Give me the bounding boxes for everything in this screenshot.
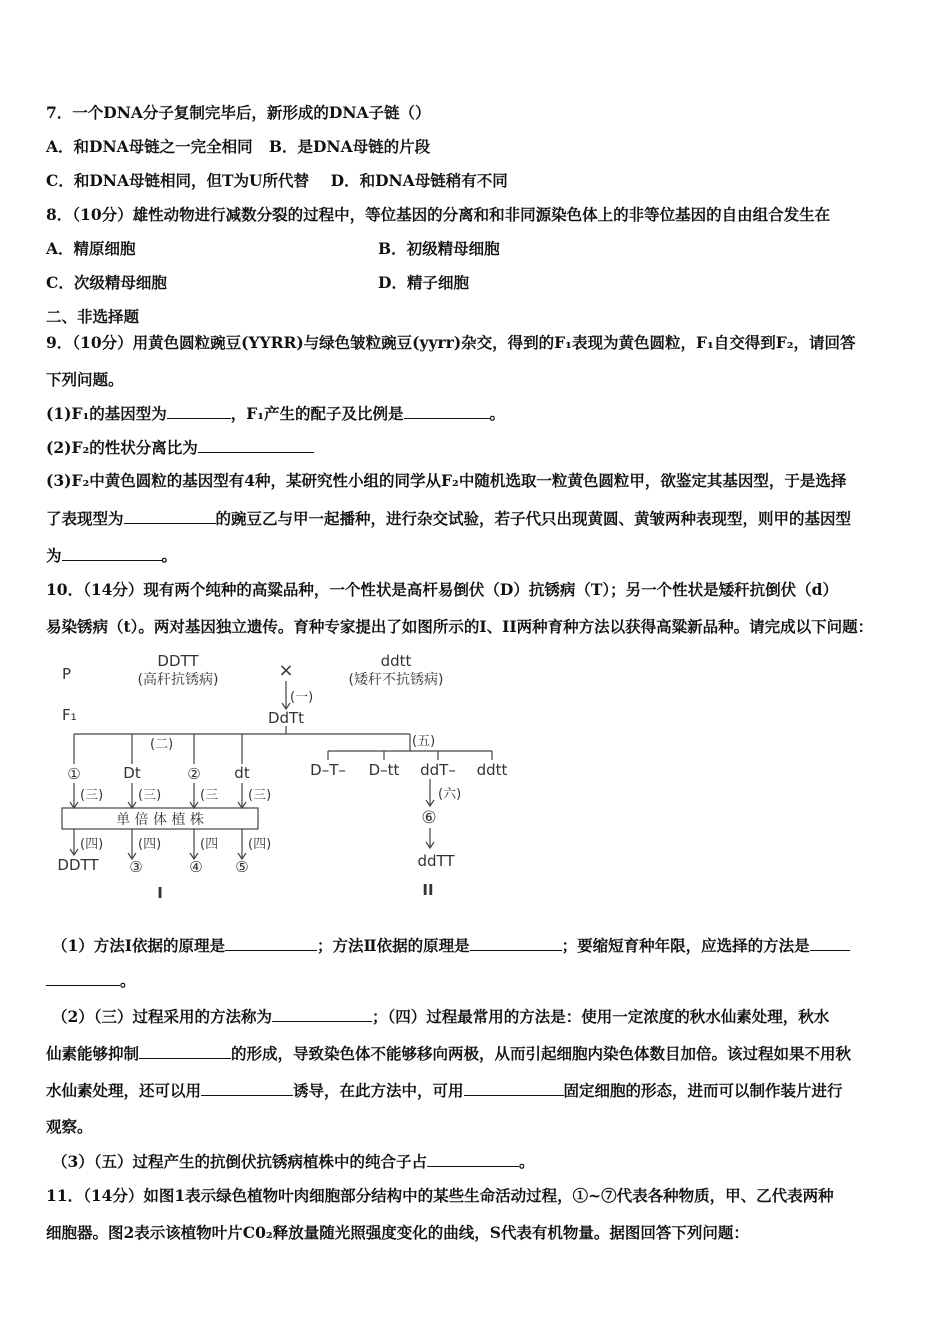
q8-option-d: D．精子细胞 bbox=[378, 273, 469, 292]
q7-option-b: B．是DNA母链的片段 bbox=[268, 137, 431, 156]
answer-blank[interactable] bbox=[124, 508, 216, 524]
gamete-4: dt bbox=[234, 764, 250, 782]
parent1-genotype: DDTT bbox=[157, 652, 199, 670]
gamete-1: ① bbox=[67, 765, 81, 783]
step-one-label: (一) bbox=[290, 690, 314, 705]
f1-genotype: DdTt bbox=[267, 709, 305, 727]
result-5: ⑤ bbox=[235, 858, 249, 876]
answer-blank[interactable] bbox=[464, 1080, 564, 1096]
q9-part3-line3 bbox=[46, 545, 177, 566]
q9-part3-text-d: 。 bbox=[161, 546, 178, 565]
step-three-label: (三) bbox=[248, 788, 272, 803]
parent1-note: (高秆抗锈病) bbox=[137, 672, 219, 688]
q8-stem: 8．（10分）雄性动物进行减数分裂的过程中，等位基因的分离和和非同源染色体上的非等位基因的自由组合发生在 bbox=[46, 205, 831, 224]
step-four-label: (四 bbox=[200, 837, 219, 852]
offspring-4: ddtt bbox=[476, 761, 508, 779]
q10-part1-text-c: ；要缩短育种年限，应选择的方法是 bbox=[561, 936, 810, 955]
section-heading: 二、非选择题 bbox=[46, 307, 140, 326]
q10-part1-line1 bbox=[52, 935, 850, 956]
answer-blank[interactable] bbox=[46, 970, 120, 986]
step-four-label: (四) bbox=[80, 837, 104, 852]
step-three-label: (三) bbox=[138, 788, 162, 803]
q9-part2-text: (2)F₂的性状分离比为 bbox=[46, 438, 198, 457]
q9-part3-line1: (3)F₂中黄色圆粒的基因型有4种，某研究性小组的同学从F₂中随机选取一粒黄色圆粒甲，欲鉴定其基因型，于是选择 bbox=[46, 471, 847, 490]
q7-options-cd bbox=[46, 171, 508, 191]
q9-part3-text-c: 为 bbox=[46, 546, 62, 565]
q7-stem: 7．一个DNA分子复制完毕后，新形成的DNA子链（） bbox=[46, 103, 431, 122]
q10-part2-line4: 观察。 bbox=[46, 1117, 93, 1136]
q10-part3-text-a: （3）（五）过程产生的抗倒伏抗锈病植株中的纯合子占 bbox=[52, 1152, 428, 1171]
offspring-2: D–tt bbox=[368, 761, 400, 779]
q10-part2-text-g: 固定细胞的形态，进而可以制作装片进行 bbox=[563, 1081, 843, 1100]
answer-blank[interactable] bbox=[167, 403, 231, 419]
q11-stem-1: 11．（14分）如图1表示绿色植物叶肉细胞部分结构中的某些生命活动过程，①~⑦代表各种物质，甲、乙代表两种 bbox=[46, 1186, 834, 1205]
q10-part2-text-b: ；（四）过程最常用的方法是：使用一定浓度的秋水仙素处理，秋水 bbox=[372, 1007, 830, 1026]
q8-option-c: C．次级精母细胞 bbox=[46, 273, 167, 292]
offspring-1: D–T– bbox=[310, 761, 346, 779]
gamete-3: ② bbox=[187, 765, 201, 783]
result-3: ③ bbox=[129, 858, 143, 876]
q9-stem-1: 9．（10分）用黄色圆粒豌豆(YYRR)与绿色皱粒豌豆(yyrr)杂交，得到的F₁表现为黄色圆粒，F₁自交得到F₂，请回答 bbox=[46, 333, 856, 352]
q8-option-b: B．初级精母细胞 bbox=[378, 239, 500, 258]
q10-stem-2: 易染锈病（t）。两对基因独立遗传。育种专家提出了如图所示的I、II两种育种方法以获得高粱新品种。请完成以下问题： bbox=[46, 617, 874, 636]
result-ddtt: DDTT bbox=[57, 856, 99, 874]
q10-part2-text-f: 诱导，在此方法中，可用 bbox=[293, 1081, 464, 1100]
step-two-label: (二) bbox=[150, 737, 174, 752]
q10-part1-line2 bbox=[46, 970, 136, 991]
answer-blank[interactable] bbox=[404, 403, 490, 419]
gamete-2: Dt bbox=[123, 764, 141, 782]
q8-options-ab bbox=[46, 239, 500, 259]
q10-part1-text-d: 。 bbox=[120, 971, 136, 990]
step-three-label: (三 bbox=[200, 788, 219, 803]
result-4: ④ bbox=[189, 858, 203, 876]
q9-part1 bbox=[46, 403, 505, 424]
method-two-label: II bbox=[422, 881, 434, 899]
cross-symbol: × bbox=[278, 660, 294, 681]
answer-blank[interactable] bbox=[470, 935, 562, 951]
q10-part1-text-a: （1）方法Ⅰ依据的原理是 bbox=[52, 936, 226, 955]
answer-blank[interactable] bbox=[201, 1080, 293, 1096]
q10-part2-text-d: 的形成，导致染色体不能够移向两极，从而引起细胞内染色体数目加倍。该过程如果不用秋 bbox=[231, 1044, 852, 1063]
step-six-label: (六) bbox=[438, 787, 462, 802]
q10-part2-line1 bbox=[52, 1006, 829, 1027]
q7-option-c: C．和DNA母链相同，但T为U所代替 bbox=[46, 171, 310, 190]
q9-part3-text-a: 了表现型为 bbox=[46, 509, 124, 528]
parent2-note: (矮秆不抗锈病) bbox=[348, 672, 444, 688]
parent2-genotype: ddtt bbox=[380, 652, 412, 670]
offspring-3: ddT– bbox=[420, 761, 456, 779]
answer-blank[interactable] bbox=[225, 935, 317, 951]
q8-options-cd bbox=[46, 273, 469, 293]
result-6: ⑥ bbox=[421, 808, 437, 828]
step-four-label: (四) bbox=[138, 837, 162, 852]
step-five-label: (五) bbox=[412, 734, 436, 749]
haploid-plant-label: 单 倍 体 植 株 bbox=[116, 812, 204, 828]
q10-part3-text-b: 。 bbox=[519, 1152, 535, 1171]
answer-blank[interactable] bbox=[810, 935, 850, 951]
step-four-label: (四) bbox=[248, 837, 272, 852]
q9-part1-text-a: (1)F₁的基因型为 bbox=[46, 404, 167, 423]
q11-stem-2: 细胞器。图2表示该植物叶片C0₂释放量随光照强度变化的曲线，S代表有机物量。据图回答下列问题： bbox=[46, 1223, 749, 1242]
answer-blank[interactable] bbox=[427, 1151, 519, 1167]
q10-part2-line2 bbox=[46, 1043, 851, 1064]
q9-part1-text-c: 。 bbox=[489, 404, 506, 423]
q10-part2-text-c: 仙素能够抑制 bbox=[46, 1044, 140, 1063]
q10-part3 bbox=[52, 1151, 535, 1172]
q9-stem-2: 下列问题。 bbox=[46, 370, 124, 389]
q7-option-d: D．和DNA母链稍有不同 bbox=[330, 171, 508, 190]
f1-label: F₁ bbox=[62, 706, 77, 724]
q9-part3-text-b: 的豌豆乙与甲一起播种，进行杂交试验，若子代只出现黄圆、黄皱两种表现型，则甲的基因型 bbox=[215, 509, 852, 528]
q8-option-a: A．精原细胞 bbox=[46, 239, 136, 258]
p-label: P bbox=[62, 665, 72, 683]
q9-part2 bbox=[46, 437, 314, 458]
q9-part1-text-b: ，F₁产生的配子及比例是 bbox=[230, 404, 404, 423]
answer-blank[interactable] bbox=[139, 1043, 231, 1059]
q9-part3-line2 bbox=[46, 508, 851, 529]
q10-part2-text-a: （2）（三）过程采用的方法称为 bbox=[52, 1007, 273, 1026]
q10-part1-text-b: ；方法Ⅱ依据的原理是 bbox=[317, 936, 470, 955]
answer-blank[interactable] bbox=[198, 437, 314, 453]
method-one-label: I bbox=[157, 884, 163, 902]
q7-options-ab bbox=[46, 137, 430, 157]
q10-part2-text-e: 水仙素处理，还可以用 bbox=[46, 1081, 202, 1100]
q7-option-a: A．和DNA母链之一完全相同 bbox=[46, 137, 253, 156]
q10-part2-line3 bbox=[46, 1080, 843, 1101]
q10-stem-1: 10．（14分）现有两个纯种的高粱品种，一个性状是高杆易倒伏（D）抗锈病（T）；另一个性状是矮秆抗倒伏（d） bbox=[46, 580, 838, 599]
step-three-label: (三) bbox=[80, 788, 104, 803]
result-ddtt-homozygous: ddTT bbox=[417, 852, 455, 870]
answer-blank[interactable] bbox=[272, 1006, 372, 1022]
breeding-diagram bbox=[50, 648, 530, 908]
answer-blank[interactable] bbox=[62, 545, 162, 561]
